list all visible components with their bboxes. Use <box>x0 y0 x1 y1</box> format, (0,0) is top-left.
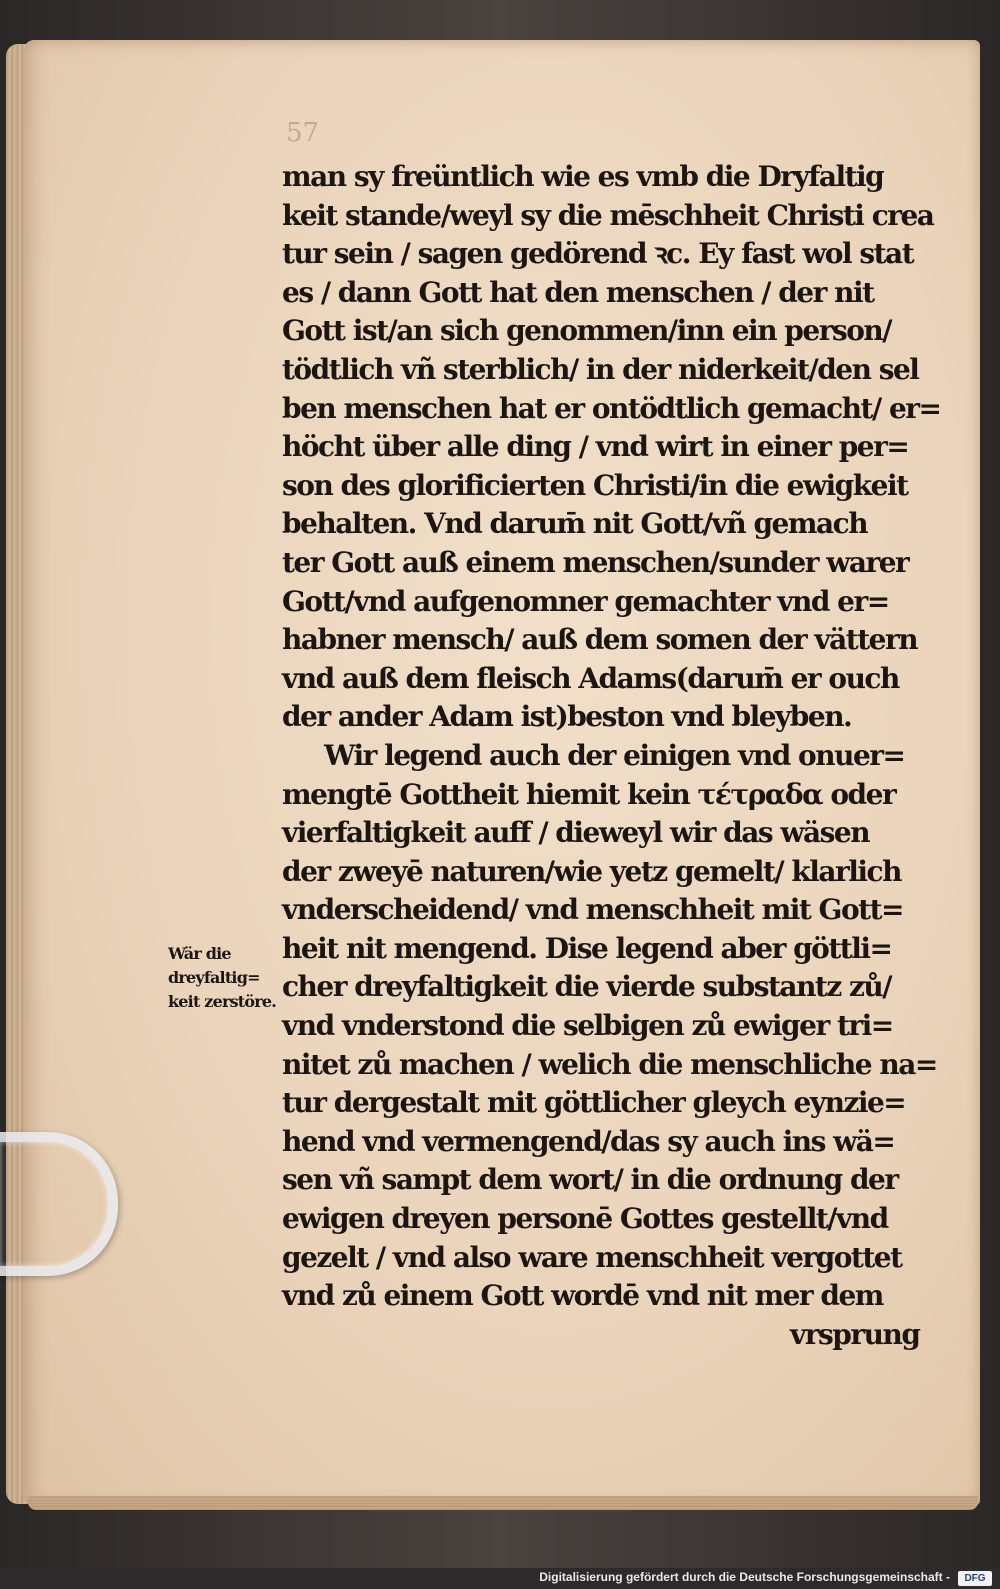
text-line: der zweyē naturen/wie yetz gemelt/ klarlich <box>282 854 901 888</box>
marginal-note-line: dreyfaltig= <box>168 968 260 987</box>
text-line: ewigen dreyen personē Gottes gestellt/vnd <box>282 1202 888 1236</box>
text-line: behalten. Vnd darum̄ nit Gott/vñ gemach <box>282 507 868 541</box>
text-line: ben menschen hat er ontödtlich gemacht/ er= <box>282 391 941 425</box>
text-line: höcht über alle ding / vnd wirt in einer per= <box>282 430 909 464</box>
text-line: vnd vnderstond die selbigen zů ewiger tri= <box>282 1009 893 1043</box>
text-line: habner mensch/ auß dem somen der vättern <box>282 623 918 657</box>
text-line: cher dreyfaltigkeit die vierde substantz zů/ <box>282 970 891 1004</box>
text-line: gezelt / vnd also ware menschheit vergottet <box>282 1240 902 1274</box>
footer-credit: Digitalisierung gefördert durch die Deutsche Forschungsgemeinschaft - <box>539 1570 950 1584</box>
text-line: vierfaltigkeit auff / dieweyl wir das wäsen <box>282 816 870 850</box>
text-line: der ander Adam ist)beston vnd bleyben. <box>282 700 852 734</box>
text-line: nitet zů machen / welich die menschliche na= <box>282 1047 937 1081</box>
text-line: son des glorificierten Christi/in die ewigkeit <box>282 468 908 502</box>
text-line: Gott ist/an sich genommen/inn ein person/ <box>282 314 891 348</box>
marginal-note <box>168 942 298 1014</box>
text-line: vnd zů einem Gott wordē vnd nit mer dem <box>282 1279 883 1313</box>
text-line: ter Gott auß einem menschen/sunder warer <box>282 545 909 579</box>
page-bottom-edges <box>28 1496 978 1510</box>
text-line: tur dergestalt mit göttlicher gleych eynzie= <box>282 1086 906 1120</box>
text-line: tur sein / sagen gedörend ꝛc. Ey fast wol stat <box>282 237 914 271</box>
text-line: man sy freüntlich wie es vmb die Dryfaltig <box>282 160 884 193</box>
text-line: vnderscheidend/ vnd menschheit mit Gott= <box>282 893 903 927</box>
text-line: tödtlich vñ sterblich/ in der niderkeit/den sel <box>282 352 919 386</box>
text-line: es / dann Gott hat den menschen / der nit <box>282 275 874 309</box>
text-line: heit nit mengend. Dise legend aber göttli= <box>282 931 892 965</box>
main-text-column <box>282 158 954 1354</box>
text-line: hend vnd vermengend/das sy auch ins wä= <box>282 1124 895 1158</box>
footer-bar <box>0 1568 1000 1589</box>
text-line: sen vñ sampt dem wort/ in die ordnung der <box>282 1163 898 1197</box>
text-line: Wir legend auch der einigen vnd onuer= <box>324 738 905 772</box>
text-line: vnd auß dem fleisch Adams(darum̄ er ouch <box>282 661 899 695</box>
marginal-note-line: keit zerstöre. <box>168 992 277 1011</box>
text-line: mengtē Gottheit hiemit kein τέτραδα oder <box>282 777 896 811</box>
text-line: vrsprung <box>790 1317 920 1351</box>
running-head: 57 <box>286 118 320 148</box>
text-line: keit stande/weyl sy die mēschheit Christi crea <box>282 198 934 232</box>
dfg-logo: DFG <box>958 1571 992 1586</box>
marginal-note-line: Wär die <box>168 944 231 963</box>
text-line: Gott/vnd aufgenomner gemachter vnd er= <box>282 584 889 618</box>
